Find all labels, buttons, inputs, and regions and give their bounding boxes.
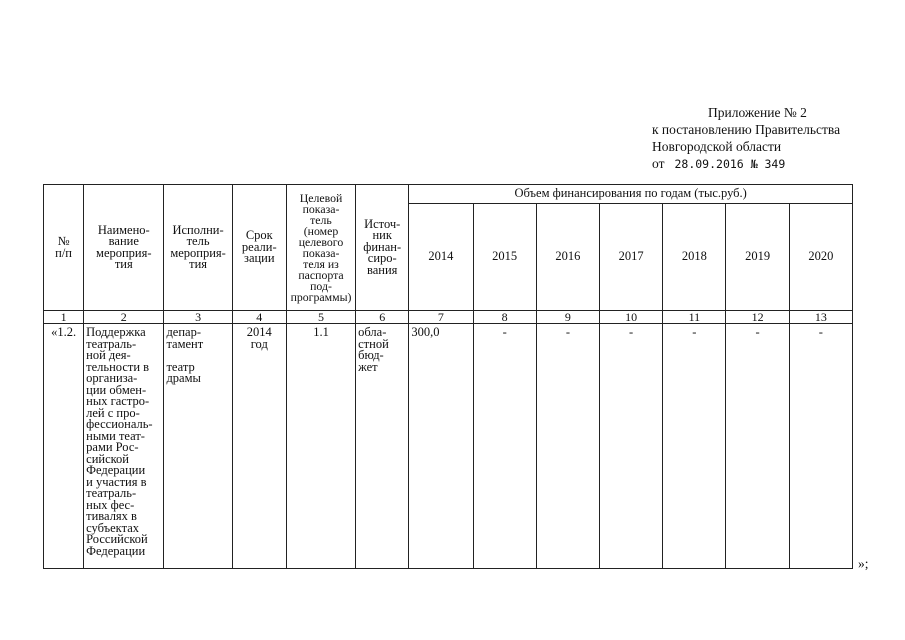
header-year: 2014	[409, 204, 473, 311]
appendix-title: Приложение № 2	[708, 105, 807, 120]
row-num: «1.2.	[44, 324, 84, 569]
row-source: обла- стной бюд- жет	[356, 324, 409, 569]
column-number: 13	[789, 311, 852, 324]
funding-table	[43, 184, 853, 569]
row-value-2019: -	[726, 324, 789, 569]
appendix-date-row	[652, 155, 902, 173]
date-value: 28.09.2016 № 349	[674, 157, 786, 171]
column-number: 10	[600, 311, 663, 324]
column-number: 1	[44, 311, 84, 324]
row-term: 2014 год	[232, 324, 286, 569]
date-prefix: от	[652, 156, 665, 171]
header-term: Срок реали- зации	[232, 185, 286, 311]
row-value-2015: -	[473, 324, 536, 569]
appendix-block	[652, 104, 902, 173]
column-number: 3	[164, 311, 232, 324]
header-row-top	[44, 185, 853, 204]
header-name: Наимено- вание мероприя- тия	[84, 185, 164, 311]
closing-quote: »;	[858, 556, 869, 571]
column-number: 8	[473, 311, 536, 324]
column-number-row	[44, 311, 853, 324]
row-value-2017: -	[600, 324, 663, 569]
header-year: 2019	[726, 204, 789, 311]
column-number: 9	[536, 311, 599, 324]
column-number: 4	[232, 311, 286, 324]
column-number: 2	[84, 311, 164, 324]
row-value-2016: -	[536, 324, 599, 569]
row-executor: депар- тамент театр драмы	[164, 324, 232, 569]
header-year: 2018	[663, 204, 726, 311]
header-year: 2015	[473, 204, 536, 311]
column-number: 12	[726, 311, 789, 324]
row-target: 1.1	[286, 324, 355, 569]
column-number: 5	[286, 311, 355, 324]
header-target: Целевой показа- тель (номер целевого показа- теля из паспорта под- программы)	[286, 185, 355, 311]
header-funding-group: Объем финансирования по годам (тыс.руб.)	[409, 185, 853, 204]
table-row	[44, 324, 853, 569]
header-year: 2020	[789, 204, 852, 311]
row-value-2020: -	[789, 324, 852, 569]
row-value-2014: 300,0	[409, 324, 473, 569]
header-year: 2017	[600, 204, 663, 311]
column-number: 7	[409, 311, 473, 324]
appendix-region: Новгородской области	[652, 139, 782, 154]
column-number: 11	[663, 311, 726, 324]
header-num: № п/п	[44, 185, 84, 311]
appendix-resolution: к постановлению Правительства	[652, 122, 841, 137]
column-number: 6	[356, 311, 409, 324]
row-name: Поддержка театраль- ной дея- тельности в организа- ции обмен- ных гастро- лей с про- фессиональ- ными теат- рами Рос- сийской Федерации и участия в театраль- ных фес- тивалях в субъектах Российской Федерации	[84, 324, 164, 569]
header-year: 2016	[536, 204, 599, 311]
header-executor: Исполни- тель мероприя- тия	[164, 185, 232, 311]
row-value-2018: -	[663, 324, 726, 569]
header-source: Источ- ник финан- сиро- вания	[356, 185, 409, 311]
